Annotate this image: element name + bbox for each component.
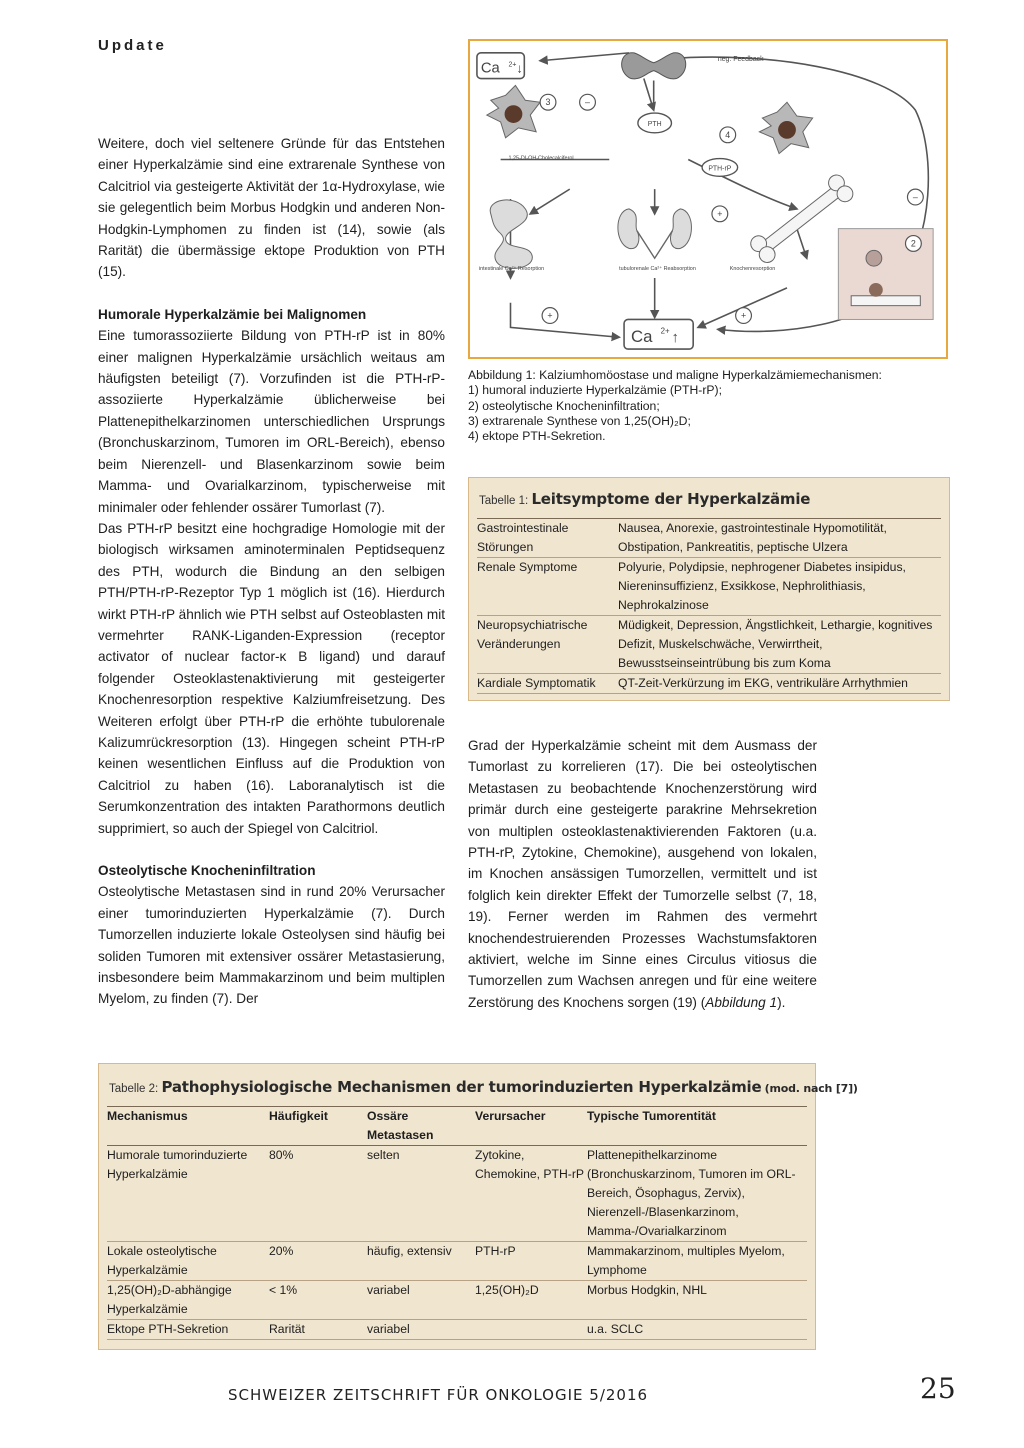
table-cell-key: Renale Symptome [477,558,618,616]
table-cell: Morbus Hodgkin, NHL [587,1281,807,1320]
table-cell: 80% [269,1146,367,1242]
table-cell: Zytokine, Chemokine, PTH-rP [475,1146,587,1242]
table-2-box [98,1063,858,1350]
table-row [107,1281,807,1320]
page-number: 25 [920,1372,956,1405]
paragraph-right-end: ). [777,994,786,1010]
paragraph-osteolytisch: Osteolytische Metastasen sind in rund 20% Verursacher einer tumorinduzierten Hyperkalzämie (7). Durch Tumorzellen induzierte lokale Osteolysen sind häufig bei soliden Tumoren mit extensiver ossärer Metastasierung, insbesondere beim Mammakarzinom und beim multiplen Myelom, zu finden (7). Der [98,884,445,1007]
table-row [107,1146,807,1242]
table-2-title [109,1078,858,1096]
marker-label-2: 2 [910,238,916,249]
figure-reference: Abbildung 1 [705,994,778,1010]
tubular-label: tubulorenale Ca²⁺ Reabsorption [619,266,696,273]
column-header: Ossäre Metastasen [367,1107,475,1146]
table-cell: 1,25(OH)₂D [475,1281,587,1320]
svg-text:↑: ↑ [671,330,679,347]
heading-humorale: Humorale Hyperkalzämie bei Malignomen [98,306,367,322]
marker-label-3: 3 [545,97,551,108]
table-2 [107,1106,807,1340]
table-row [477,558,941,616]
paragraph-right-text: Grad der Hyperkalzämie scheint mit dem Ausmass der Tumorlast zu korrelieren (17). Die bei osteolytischen Metastasen zu beobachtende Knochenzerstörung wird primär durch eine gesteigerte parakrine Mehrsekretion von multiplen osteoklastenaktivierenden Faktoren (u.a. PTH-rP, Zytokine, Chemokine), ausgehend von lokalen, im Knochen ansässigen Tumorzellen, vermittelt und ist folglich kein direkter Effekt der Tumorzelle selbst (7, 18, 19). Ferner werden im Rahmen des vermehrt knochendestruierenden Prozesses Wachstumsfaktoren aktiviert, welche im Sinne eines Circulus vitiosus die Tumorzellen zum Wachsen anregen und für eine weitere Zerstörung des Knochens sorgen (19) ( [468,738,817,1010]
caption-line: Abbildung 1: Kalziumhomöostase und maligne Hyperkalzämiemechanismen: [468,368,882,382]
table-cell: Lokale osteolytische Hyperkalzämie [107,1242,269,1281]
table-1 [477,518,941,694]
svg-text:–: – [585,97,590,108]
paragraph-humorale-1: Eine tumorassoziierte Bildung von PTH-rP ist in 80% einer malignen Hyperkalzämie ursächlich weitaus am häufigsten beteiligt (7). Vorzufinden ist die PTH-rP-assoziierte Hyperkalzämie üblicherweise bei Plattenepithelkarzinomen unterschiedlichen Ursprungs (Bronchuskarzinom, Tumoren im ORL-Bereich), ebenso beim Nierenzell- und Blasenkarzinom sowie beim Mamma- und Ovarialkarzinom, typischerweise mit minimaler oder fehlender ossärer Tumorlast (7). [98,328,445,515]
table-cell: 1,25(OH)₂D-abhängige Hyperkalzämie [107,1281,269,1320]
right-column [468,735,817,1013]
intro-paragraph: Weitere, doch viel seltenere Gründe für das Entstehen einer Hyperkalzämie sind eine extrarenale Synthese von Calcitriol via gesteigerte Aktivität der 1α-Hydroxylase, wie sie gelegentlich beim Morbus Hodgkin und anderen Non-Hodgkin-Lymphomen zu finden ist (14), sowie (als Rarität) die übermässige ektope Produktion von PTH (15). [98,136,445,280]
tumor-nucleus-left [505,105,523,123]
table-row [477,674,941,694]
marker-label-4: 4 [725,129,731,140]
svg-text:2+: 2+ [508,61,517,69]
table-1-box [468,477,950,701]
table-cell: Humorale tumorinduzierte Hyperkalzämie [107,1146,269,1242]
section-label: Update [98,37,167,54]
table-cell-key: Gastrointestinale Störungen [477,519,618,558]
svg-text:–: – [912,191,918,202]
table-row [477,519,941,558]
table-cell: häufig, extensiv [367,1242,475,1281]
table-cell-key: Kardiale Symptomatik [477,674,618,694]
table-cell: Plattenepithelkarzinome (Bronchuskarzinom, Tumoren im ORL-Bereich, Ösophagus, Zervix), Nierenzell-/Blasenkarzinom, Mamma-/Ovarialkarzinom [587,1146,807,1242]
table-row [107,1320,807,1340]
svg-text:+: + [547,310,553,321]
svg-text:+: + [740,310,747,321]
table-1-title [479,490,810,508]
tumor-nucleus-right [778,121,796,139]
calcitriol-label: 1,25-DI-OH-Cholecalciferol [508,155,574,162]
table-cell: u.a. SCLC [587,1320,807,1340]
svg-text:+: + [717,208,723,219]
table-cell-value: Nausea, Anorexie, gastrointestinale Hypomotilität, Obstipation, Pankreatitis, peptische Ulzera [618,519,941,558]
paragraph-right [468,735,817,1013]
paragraph-humorale-2: Das PTH-rP besitzt eine hochgradige Homologie mit der biologisch wirksamen aminoterminalen Peptidsequenz des PTH, wodurch die Bindung an den selbigen PTH/PTH-rP-Rezeptor Typ 1 möglich ist (16). Hierdurch wirkt PTH-rP ähnlich wie PTH selbst auf Osteoblasten mit vermehrter RANK-Liganden-Expression (receptor activator of nuclear factor-κ B ligand) und darauf folgender Osteoklastenaktivierung mit gesteigerter Knochenresorption respektive Kalziumfreisetzung. Des Weiteren erfolgt über PTH-rP die erhöhte tubulorenale Kalizumrückresorption (13). Hingegen scheint PTH-rP keinen wesentlichen Einfluss auf die Produktion von Calcitriol zu haben (16). Laboranalytisch ist die Serumkonzentration des intakten Parathormons deutlich supprimiert, so auch der Spiegel von Calcitriol. [98,520,445,836]
table-cell: 20% [269,1242,367,1281]
caption-line: 2) osteolytische Knocheninfiltration; [468,398,660,413]
table-cell-value: Polyurie, Polydipsie, nephrogener Diabetes insipidus, Niereninsuffizienz, Exsikkose, Nephrolithiasis, Nephrokalzinose [618,558,941,616]
table-cell: Mammakarzinom, multiples Myelom, Lymphome [587,1242,807,1281]
kidney-right [671,209,692,249]
column-header: Typische Tumorentität [587,1107,807,1146]
table-2-suffix: (mod. nach [7]) [764,1082,858,1095]
intestinal-label: intestinale Ca²⁺ Resorption [478,266,545,273]
table-row [477,616,941,674]
table-cell-key: Neuropsychiatrische Veränderungen [477,616,618,674]
caption-line: 4) ektope PTH-Sekretion. [468,429,606,444]
table-cell [475,1320,587,1340]
column-header: Verursacher [475,1107,587,1146]
column-header: Mechanismus [107,1107,269,1146]
kidney-left [618,209,639,249]
pth-label: PTH [647,120,662,128]
column-header: Häufigkeit [269,1107,367,1146]
table-cell: < 1% [269,1281,367,1320]
caption-line: 1) humoral induzierte Hyperkalzämie (PTH-rP); [468,383,722,398]
table-row [107,1242,807,1281]
left-column [98,133,445,1010]
ca-high-label: Ca [630,327,653,347]
table-header-row [107,1107,807,1146]
svg-text:2+: 2+ [660,326,670,336]
figure-caption [468,368,958,444]
journal-footer: SCHWEIZER ZEITSCHRIFT FÜR ONKOLOGIE 5/2016 [228,1386,649,1404]
svg-text:↓: ↓ [516,60,523,76]
pthrp-label: PTH-rP [708,165,732,173]
figure-calcium-homeostasis [468,39,948,359]
table-cell: variabel [367,1281,475,1320]
table-cell: variabel [367,1320,475,1340]
table-1-prefix: Tabelle 1: [479,495,532,507]
caption-line: 3) extrarenale Synthese von 1,25(OH)₂D; [468,413,691,428]
bone-resorption-label: Knochenresorption [729,266,776,273]
table-1-heading: Leitsymptome der Hyperkalzämie [531,490,811,508]
ca-low-label: Ca [480,60,500,77]
figure-diagram [470,41,946,357]
table-2-heading: Pathophysiologische Mechanismen der tumorinduzierten Hyperkalzämie [161,1078,762,1096]
table-2-prefix: Tabelle 2: [109,1083,162,1095]
heading-osteolytisch: Osteolytische Knocheninfiltration [98,863,316,878]
feedback-label: neg. Feedback [717,55,764,63]
table-cell-value: QT-Zeit-Verkürzung im EKG, ventrikuläre Arrhythmien [618,674,941,694]
table-cell-value: Müdigkeit, Depression, Ängstlichkeit, Lethargie, kognitives Defizit, Muskelschwäche, Verwirrtheit, Bewusstseinseintrübung bis zum Koma [618,616,941,674]
table-cell: Ektope PTH-Sekretion [107,1320,269,1340]
table-cell: Rarität [269,1320,367,1340]
table-cell: selten [367,1146,475,1242]
table-cell: PTH-rP [475,1242,587,1281]
thyroid-shape [622,53,686,79]
